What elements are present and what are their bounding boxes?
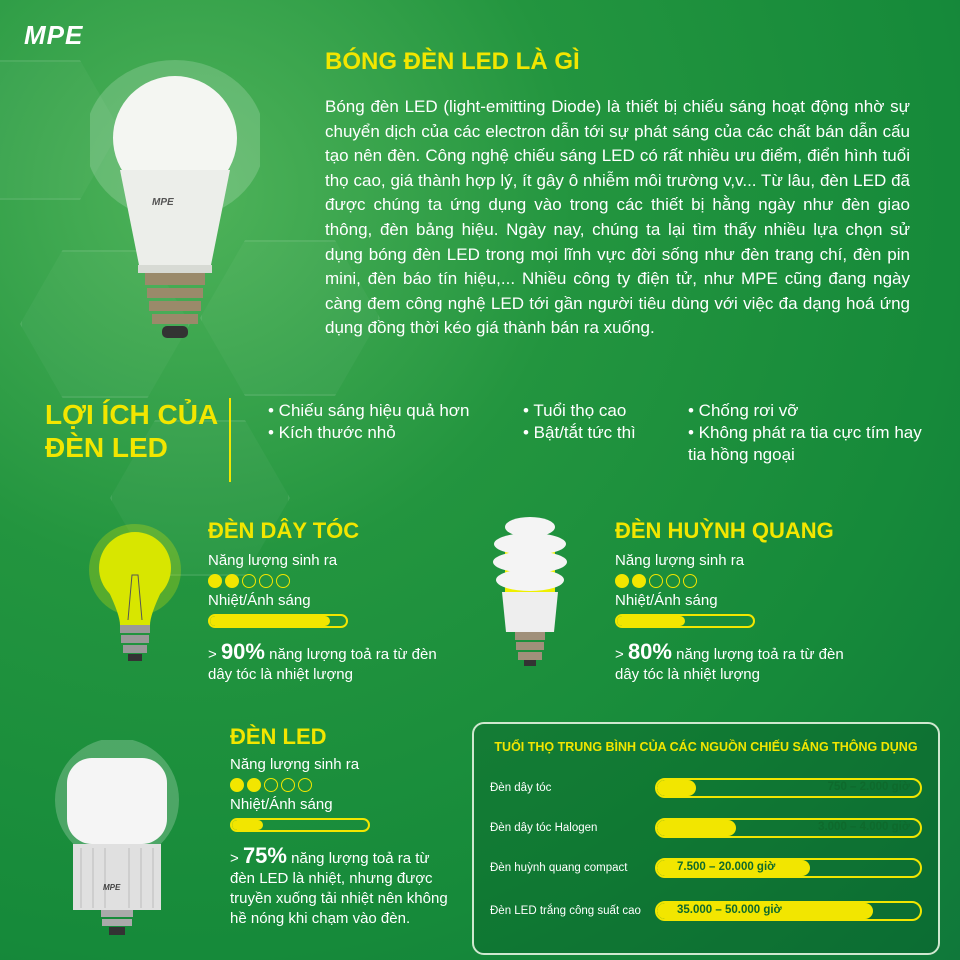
lifespan-row bbox=[490, 858, 922, 878]
energy-label: Năng lượng sinh ra bbox=[615, 552, 745, 569]
heat-bar bbox=[208, 614, 348, 628]
lifespan-value: 7.500 – 20.000 giờ bbox=[677, 861, 776, 873]
cfl-bulb-image bbox=[480, 512, 580, 672]
benefit-item: • Tuổi thọ cao bbox=[523, 401, 627, 420]
heat-bar bbox=[230, 818, 370, 832]
lifespan-title: TUỔI THỌ TRUNG BÌNH CỦA CÁC NGUỒN CHIẾU SÁNG THÔNG DỤNG bbox=[494, 740, 918, 754]
lifespan-panel bbox=[472, 722, 940, 955]
heat-label: Nhiệt/Ánh sáng bbox=[230, 796, 333, 813]
intro-paragraph: Bóng đèn LED (light-emitting Diode) là thiết bị chiếu sáng hoạt động nhờ sự chuyển dịch của các electron dẫn tới sự phát sáng của các chất bán dẫn cấu tạo nên đèn. Công nghệ chiếu sáng LED có rất nhiều ưu điểm, điển hình tuổi thọ cao, giá thành hợp lý, ít gây ô nhiễm môi trường v,v... Từ lâu, đèn LED đã được chúng ta ứng dụng vào trong các thiết bị hằng ngày như đèn giao thông, đèn bảng hiệu. Ngày nay, chúng ta lại tìm thấy nhiều lựa chọn sử dụng bóng đèn LED trong mọi lĩnh vực đời sống như đèn trang chí, đèn pin mini, đèn báo tín hiệu,... Nhiều công ty điện tử, như MPE cũng đang ngày càng đem công nghệ LED tới gần người tiêu dùng với việc đa dạng hoá ứng dụng đồng thời kéo giá thành bán ra xuống. bbox=[325, 97, 910, 338]
lifespan-value: 3.000 – 4.000 giờ bbox=[818, 821, 910, 833]
lifespan-label: Đèn dây tóc Halogen bbox=[490, 822, 598, 834]
lifespan-bar bbox=[655, 901, 922, 921]
lifespan-row bbox=[490, 818, 922, 838]
benefit-item: • Chống rơi vỡ bbox=[688, 401, 799, 420]
lifespan-value: 35.000 – 50.000 giờ bbox=[677, 904, 782, 916]
lamp-description: > 90% năng lượng toả ra từ đèn dây tóc là nhiệt lượng bbox=[208, 639, 437, 683]
lifespan-bar bbox=[655, 778, 922, 798]
benefits-title: LỢI ÍCH CỦA ĐÈN LED bbox=[45, 399, 218, 463]
lamp-led bbox=[230, 724, 455, 929]
lifespan-row bbox=[490, 778, 922, 798]
lifespan-row bbox=[490, 901, 922, 921]
energy-label: Năng lượng sinh ra bbox=[230, 756, 360, 773]
benefit-item: • Kích thước nhỏ bbox=[268, 423, 396, 442]
lamp-title: ĐÈN DÂY TÓC bbox=[208, 518, 360, 543]
lamp-cfl bbox=[615, 518, 855, 685]
lifespan-bar bbox=[655, 858, 922, 878]
energy-rating bbox=[230, 778, 455, 792]
heat-label: Nhiệt/Ánh sáng bbox=[208, 592, 311, 609]
divider bbox=[229, 398, 231, 482]
lifespan-value: 750 – 2.000 giờ bbox=[827, 781, 910, 793]
lifespan-bar-fill bbox=[657, 820, 736, 836]
led-high-power-bulb-image bbox=[55, 740, 180, 940]
energy-rating bbox=[615, 574, 855, 588]
lifespan-label: Đèn LED trắng công suất cao bbox=[490, 905, 641, 917]
lifespan-label: Đèn huỳnh quang compact bbox=[490, 862, 628, 874]
energy-rating bbox=[208, 574, 448, 588]
benefit-item: • Không phát ra tia cực tím hay tia hồng ngoại bbox=[688, 423, 922, 464]
lifespan-label: Đèn dây tóc bbox=[490, 782, 552, 794]
energy-label: Năng lượng sinh ra bbox=[208, 552, 338, 569]
benefit-item: • Bật/tắt tức thì bbox=[523, 423, 636, 442]
lamp-incandescent bbox=[208, 518, 448, 685]
lamp-description: > 80% năng lượng toả ra từ đèn dây tóc là nhiệt lượng bbox=[615, 639, 844, 683]
lamp-title: ĐÈN HUỲNH QUANG bbox=[615, 518, 834, 543]
heat-bar bbox=[615, 614, 755, 628]
incandescent-bulb-image bbox=[80, 520, 190, 670]
led-bulb-image bbox=[90, 60, 260, 380]
heat-label: Nhiệt/Ánh sáng bbox=[615, 592, 718, 609]
benefit-item: • Chiếu sáng hiệu quả hơn bbox=[268, 401, 470, 420]
bulb-logo: MPE bbox=[152, 197, 174, 208]
intro-title: BÓNG ĐÈN LED LÀ GÌ bbox=[325, 48, 580, 75]
lamp-title: ĐÈN LED bbox=[230, 724, 327, 749]
lifespan-bar-fill bbox=[657, 780, 696, 796]
lamp-description: > 75% năng lượng toả ra từ đèn LED là nhiệt, nhưng được truyền xuống tải nhiệt nên không hề nóng khi chạm vào đèn. bbox=[230, 843, 448, 927]
bulb-logo: MPE bbox=[103, 883, 121, 892]
lifespan-bar bbox=[655, 818, 922, 838]
mpe-logo: MPE bbox=[24, 20, 84, 50]
